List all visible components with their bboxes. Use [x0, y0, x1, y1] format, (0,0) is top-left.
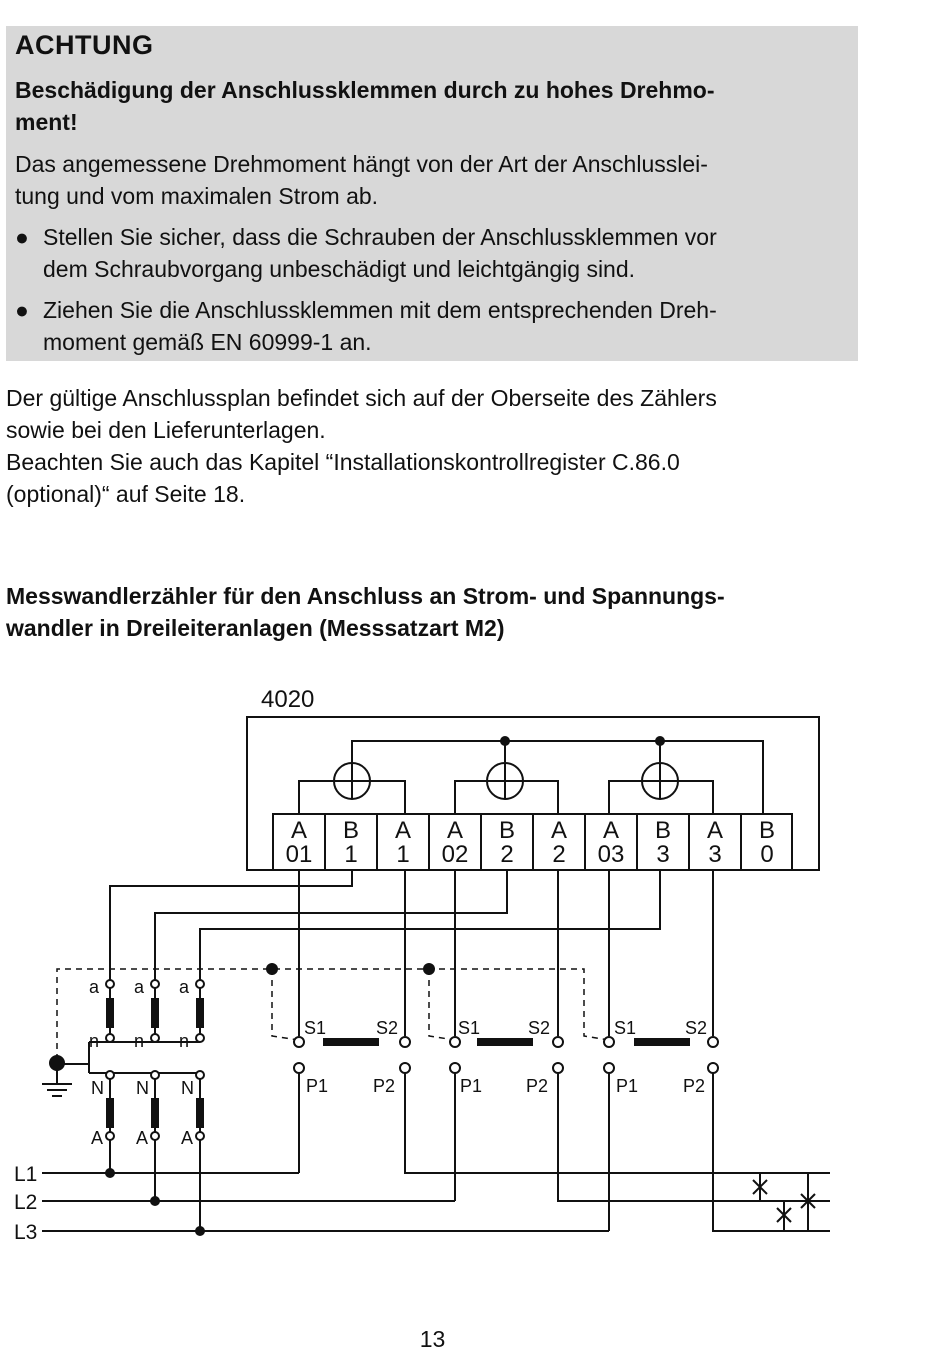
page-number: 13 — [419, 1326, 446, 1352]
line-label: L2 — [14, 1191, 38, 1214]
terminal-top: A — [446, 817, 464, 844]
meter-label: 4020 — [261, 686, 315, 713]
vt-label-A: A — [181, 1128, 194, 1148]
wiring-diagram — [0, 670, 950, 1290]
ct-label-s1: S1 — [458, 1018, 481, 1038]
terminal-top: A — [602, 817, 620, 844]
ct-label-s1: S1 — [304, 1018, 327, 1038]
measuring-element-3 — [609, 763, 713, 814]
ct-label-s1: S1 — [614, 1018, 637, 1038]
terminal-top: A — [550, 817, 568, 844]
warning-text: Das angemessene Drehmoment hängt von der Art der Anschlusslei- tung und vom maximalen Strom ab. — [15, 151, 708, 209]
terminal-top: B — [654, 817, 672, 844]
vt-label-a: a — [89, 977, 100, 997]
ct-label-p1: P1 — [616, 1076, 639, 1096]
terminal-labels — [286, 817, 775, 868]
terminal-bottom: 1 — [344, 841, 358, 868]
ct-label-p1: P1 — [460, 1076, 483, 1096]
warning-bullet — [15, 294, 845, 358]
measuring-element-1 — [299, 763, 405, 814]
terminal-top: B — [342, 817, 360, 844]
ct-label-s2: S2 — [528, 1018, 551, 1038]
vt-label-A: A — [136, 1128, 149, 1148]
measuring-element-2 — [455, 763, 558, 814]
vt-label-n: n — [134, 1031, 145, 1051]
terminal-bottom: 0 — [760, 841, 774, 868]
ct-label-p1: P1 — [306, 1076, 329, 1096]
terminal-top: A — [706, 817, 724, 844]
ct-label-p2: P2 — [373, 1076, 396, 1096]
vt-label-N: N — [91, 1078, 104, 1098]
bullet-dot-icon: ● — [15, 224, 29, 250]
terminal-bottom: 2 — [500, 841, 514, 868]
terminal-top: B — [758, 817, 776, 844]
ct-labels — [304, 1018, 707, 1096]
ct-label-p2: P2 — [526, 1076, 549, 1096]
line-label: L1 — [14, 1163, 38, 1186]
ct-label-p2: P2 — [683, 1076, 706, 1096]
terminal-bottom: 1 — [396, 841, 410, 868]
terminal-bottom: 01 — [285, 841, 313, 868]
section-heading: Messwandlerzähler für den Anschluss an Strom- und Spannungs- wandler in Dreileiteranlagen (Messsatzart M2) — [6, 583, 725, 641]
line-label: L3 — [14, 1221, 38, 1244]
vt-label-N: N — [136, 1078, 149, 1098]
ct-label-s2: S2 — [376, 1018, 399, 1038]
bullet-text: Stellen Sie sicher, dass die Schrauben der Anschlussklemmen vor dem Schraubvorgang unbeschädigt und leichtgängig sind. — [43, 224, 717, 282]
vt-labels — [89, 977, 194, 1148]
vt-label-N: N — [181, 1078, 194, 1098]
bullet-text: Ziehen Sie die Anschlussklemmen mit dem entsprechenden Dreh- moment gemäß EN 60999-1 an. — [43, 297, 717, 355]
line-labels — [14, 1163, 37, 1244]
terminal-top: A — [394, 817, 412, 844]
terminal-bottom: 2 — [552, 841, 566, 868]
terminal-top: A — [290, 817, 308, 844]
paragraph: Der gültige Anschlussplan befindet sich auf der Oberseite des Zählers sowie bei den Lieferunterlagen. — [6, 385, 717, 443]
terminal-bottom: 02 — [441, 841, 469, 868]
vt-label-n: n — [179, 1031, 190, 1051]
bullet-dot-icon: ● — [15, 297, 29, 323]
terminal-top: B — [498, 817, 516, 844]
vt-label-a: a — [134, 977, 145, 997]
vt-label-n: n — [89, 1031, 100, 1051]
warning-subtitle: Beschädigung der Anschlussklemmen durch zu hohes Drehmo- ment! — [15, 77, 715, 135]
vt-label-a: a — [179, 977, 190, 997]
voltage-transformers — [57, 988, 200, 1134]
terminal-bottom: 3 — [656, 841, 670, 868]
terminal-bottom: 3 — [708, 841, 722, 868]
warning-title: ACHTUNG — [15, 30, 154, 60]
paragraph: Beachten Sie auch das Kapitel “Installationskontrollregister C.86.0 (optional)“ auf Seite 18. — [6, 449, 680, 507]
terminal-bottom: 03 — [597, 841, 625, 868]
vt-label-A: A — [91, 1128, 104, 1148]
warning-bullet — [15, 221, 845, 285]
ct-label-s2: S2 — [685, 1018, 708, 1038]
